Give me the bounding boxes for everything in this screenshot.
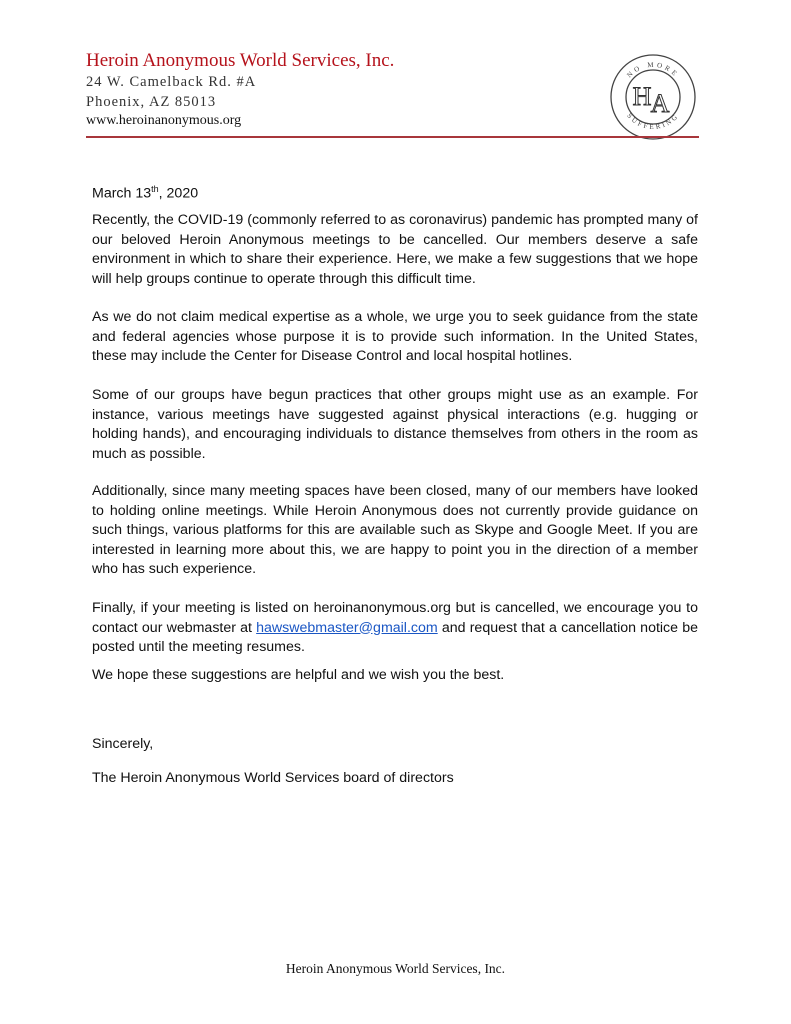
svg-text:A: A	[650, 89, 670, 118]
date-ordinal: th	[151, 184, 159, 194]
svg-text:SUFFERING: SUFFERING	[625, 111, 681, 132]
address-line-2: Phoenix, AZ 85013	[86, 94, 217, 110]
paragraph-group-practices	[92, 386, 698, 464]
ha-seal-logo-icon	[608, 52, 698, 142]
signature	[92, 769, 698, 789]
svg-text:NO MORE: NO MORE	[625, 60, 681, 80]
paragraph-text	[92, 599, 698, 658]
paragraph-text-after-link: and request that a cancellation notice be posted until the meeting resumes.	[92, 619, 698, 655]
svg-text:H: H	[632, 82, 652, 111]
page-footer: Heroin Anonymous World Services, Inc.	[285, 961, 506, 976]
paragraph-text: Some of our groups have begun practices that other groups might use as an example. For instance, various meetings have suggested against physical interactions (e.g. hugging or holding hands), and encouraging individuals to distance themselves from others in the room as much as possible.	[92, 387, 698, 462]
valediction	[92, 735, 698, 755]
paragraph-text-before-link: Finally, if your meeting is listed on heroinanonymous.org but is cancelled, we encourage you to contact our webmaster at	[92, 600, 698, 636]
date-day: March 13	[92, 185, 152, 202]
address-line-1: 24 W. Camelback Rd. #A	[86, 74, 257, 90]
paragraph-text: Recently, the COVID-19 (commonly referred to as coronavirus) pandemic has prompted many of our beloved Heroin Anonymous meetings to be cancelled. Our members deserve a safe environment in which to share their experience. Here, we make a few suggestions that we hope will help groups continue to operate through this difficult time.	[92, 212, 698, 287]
valediction-text: Sincerely,	[92, 736, 154, 752]
letter-date	[92, 184, 198, 202]
signature-text: The Heroin Anonymous World Services board of directors	[92, 770, 454, 786]
paragraph-webmaster-contact	[92, 599, 698, 658]
website-text: www.heroinanonymous.org	[86, 113, 242, 128]
paragraph-medical-guidance	[92, 308, 698, 367]
date-year: , 2020	[158, 185, 199, 202]
webmaster-email-link[interactable]: hawswebmaster@gmail.com	[256, 619, 438, 636]
paragraph-online-meetings	[92, 482, 698, 580]
paragraph-text: We hope these suggestions are helpful and we wish you the best.	[92, 667, 505, 683]
paragraph-text: Additionally, since many meeting spaces have been closed, many of our members have looked to holding online meetings. While Heroin Anonymous does not currently provide guidance on such things, various platforms for this are available such as Skype and Google Meet. If you are interested in learning more about this, we are happy to point you in the direction of a member who has such experience.	[92, 483, 698, 577]
closing-line	[92, 666, 698, 686]
paragraph-text: As we do not claim medical expertise as a whole, we urge you to seek guidance from the state and federal agencies whose purpose it is to provide such information. In the United States, these may include the Center for Disease Control and local hospital hotlines.	[92, 309, 698, 364]
organization-name: Heroin Anonymous World Services, Inc.	[86, 50, 395, 71]
paragraph-intro	[92, 211, 698, 289]
letterhead-divider	[86, 136, 699, 138]
